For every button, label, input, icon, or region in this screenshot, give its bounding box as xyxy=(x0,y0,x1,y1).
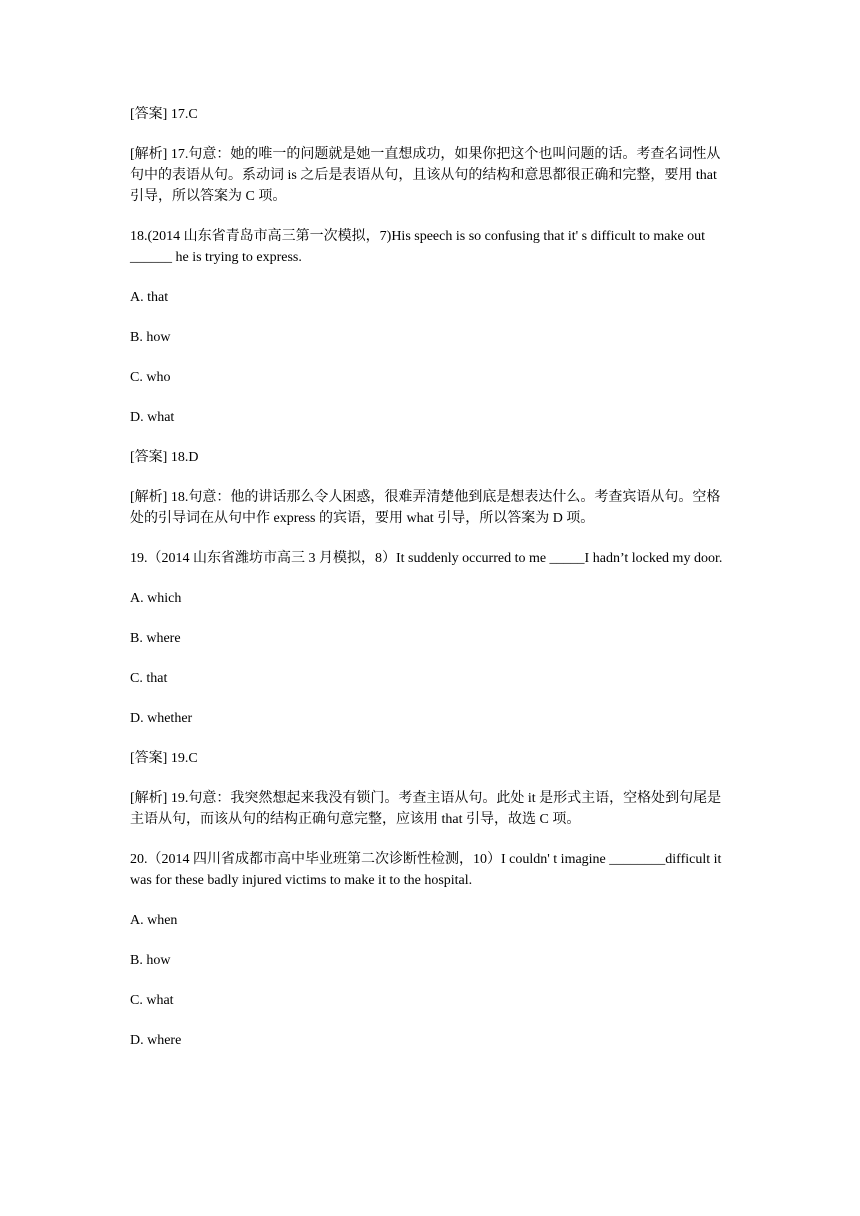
option-18-b: B. how xyxy=(130,330,171,345)
option-19-c: C. that xyxy=(130,671,168,686)
answer-18: [答案] 18.D xyxy=(130,450,199,465)
option-18-c: C. who xyxy=(130,370,171,385)
explanation-19: [解析] 19.句意：我突然想起来我没有锁门。考查主语从句。此处 it 是形式主语，空格处到句尾是主语从句，而该从句的结构正确句意完整，应该用 that 引导，故选 C 项。 xyxy=(130,791,722,827)
option-19-b: B. where xyxy=(130,631,181,646)
option-20-c: C. what xyxy=(130,993,174,1008)
document-body xyxy=(130,104,732,1070)
option-19-a: A. which xyxy=(130,591,182,606)
option-19-d: D. whether xyxy=(130,711,193,726)
question-18: 18.(2014 山东省青岛市高三第一次模拟，7)His speech is so confusing that it' s difficult to make out ______ he is trying to express. xyxy=(130,229,706,265)
question-19: 19.（2014 山东省潍坊市高三 3 月模拟，8）It suddenly occurred to me _____I hadn’t locked my door. xyxy=(130,551,723,566)
explanation-17: [解析] 17.句意：她的唯一的问题就是她一直想成功，如果你把这个也叫问题的话。考查名词性从句中的表语从句。系动词 is 之后是表语从句，且该从句的结构和意思都很正确和完整，要用 that 引导，所以答案为 C 项。 xyxy=(130,147,721,204)
option-18-d: D. what xyxy=(130,410,175,425)
answer-17: [答案] 17.C xyxy=(130,107,198,122)
answer-19: [答案] 19.C xyxy=(130,751,198,766)
question-20: 20.（2014 四川省成都市高中毕业班第二次诊断性检测，10）I couldn' t imagine ________difficult it was for these badly injured victims to make it to the hospital. xyxy=(130,852,722,888)
explanation-18: [解析] 18.句意：他的讲话那么令人困惑，很难弄清楚他到底是想表达什么。考查宾语从句。空格处的引导词在从句中作 express 的宾语，要用 what 引导，所以答案为 D 项。 xyxy=(130,490,721,526)
option-18-a: A. that xyxy=(130,290,169,305)
option-20-b: B. how xyxy=(130,953,171,968)
option-20-a: A. when xyxy=(130,913,178,928)
option-20-d: D. where xyxy=(130,1033,182,1048)
